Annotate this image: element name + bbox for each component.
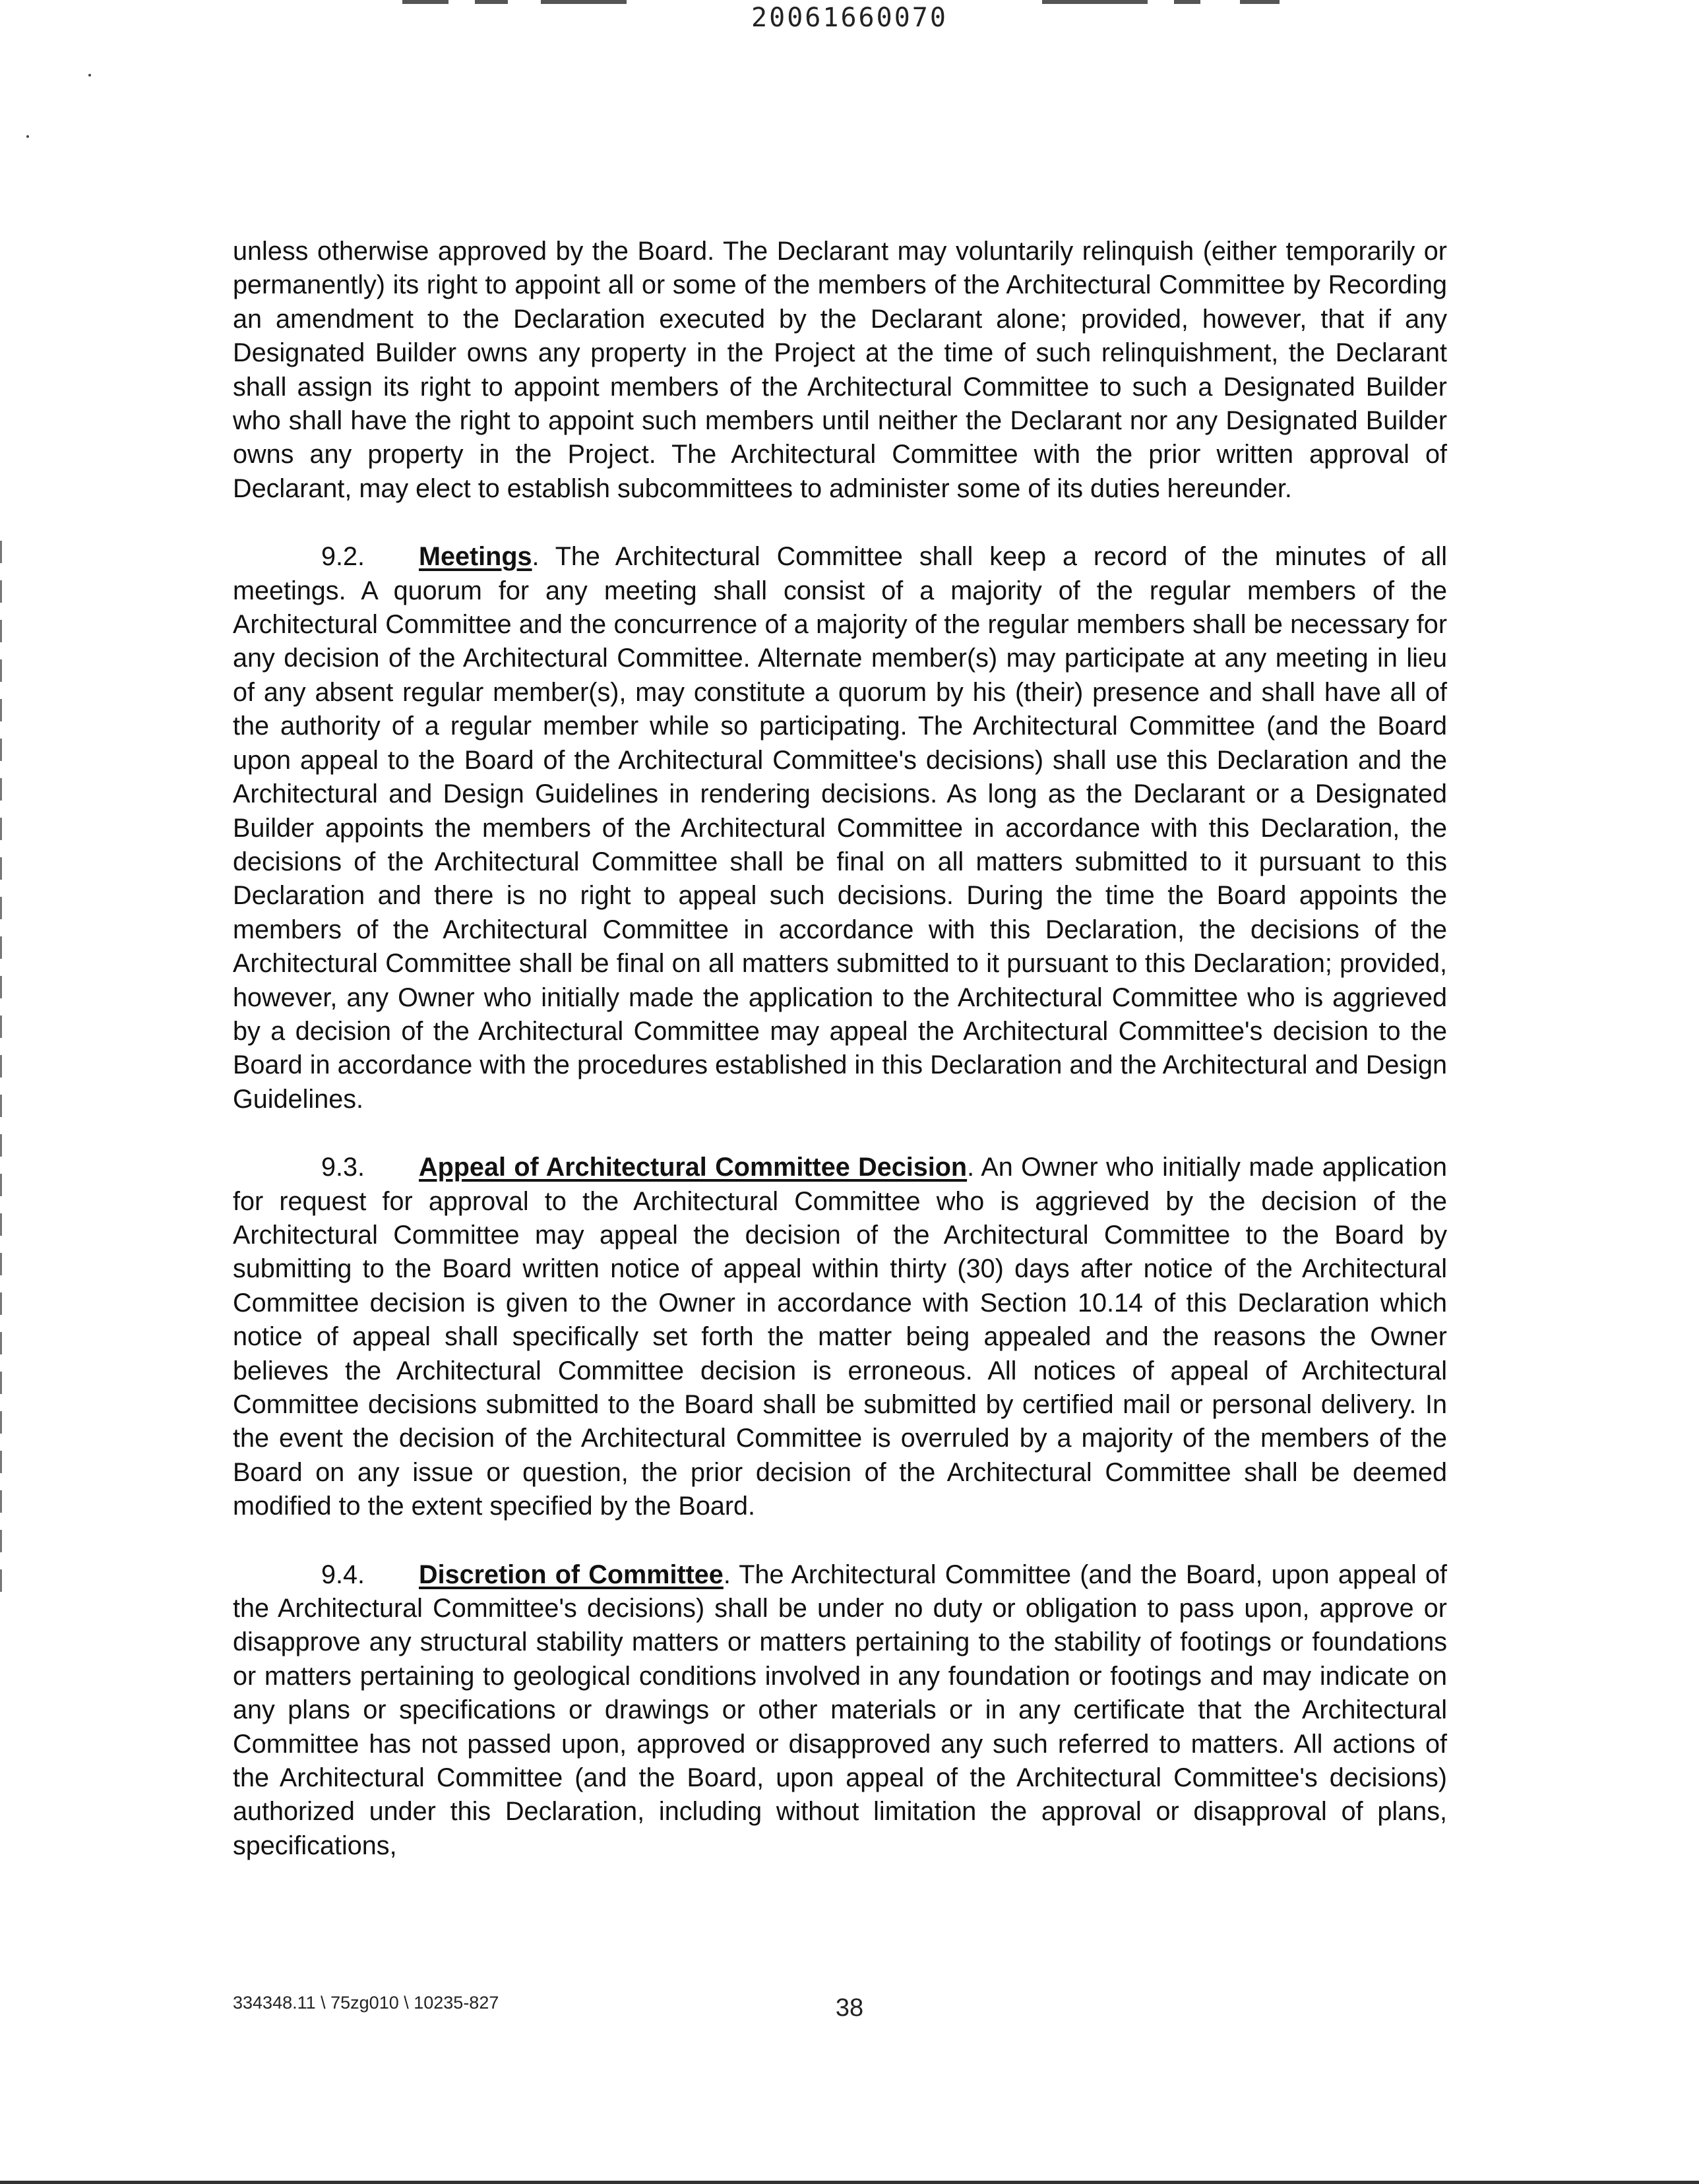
scan-speck: [88, 74, 91, 76]
document-id: 334348.11 \ 75zg010 \ 10235-827: [233, 1993, 499, 2013]
section-number: 9.4.: [321, 1560, 365, 1589]
section-heading: Meetings: [419, 542, 532, 572]
section-paragraph: [233, 1151, 1447, 1523]
document-body: [233, 235, 1447, 1863]
section-text: . The Architectural Committee shall keep a record of the minutes of all meetings. A quorum for any meeting shall consist of a majority of the regular members of the Architectural Committee and the concurrence of a majority of the regular members shall be necessary for any decision of the Architectural Committee. Alternate member(s) may participate at any meeting in lieu of any absent regular member(s), may constitute a quorum by his (their) presence and shall have all of the authority of a regular member while so participating. The Architectural Committee (and the Board upon appeal to the Board of the Architectural Committee's decisions) shall use this Declaration and the Architectural and Design Guidelines in rendering decisions. As long as the Declarant or a Designated Builder appoints the members of the Architectural Committee in accordance with this Declaration, the decisions of the Architectural Committee shall be final on all matters submitted to it pursuant to this Declaration and there is no right to appeal such decisions. During the time the Board appoints the members of the Architectural Committee in accordance with this Declaration, the decisions of the Architectural Committee shall be final on all matters submitted to it pursuant to this Declaration; provided, however, any Owner who initially made the application to the Architectural Committee who is aggrieved by a decision of the Architectural Committee may appeal the Architectural Committee's decision to the Board in accordance with the procedures established in this Declaration and the Architectural and Design Guidelines.: [233, 542, 1447, 1114]
page-number: 38: [835, 1994, 864, 2022]
section-text: . An Owner who initially made application for request for approval to the Architectural Committee who is aggrieved by the decision of the Architectural Committee may appeal the decision of the Architectural Committee to the Board by submitting to the Board written notice of appeal within thirty (30) days after notice of the Architectural Committee decision is given to the Owner in accordance with Section 10.14 of this Declaration which notice of appeal shall specifically set forth the matter being appealed and the reasons the Owner believes the Architectural Committee decision is erroneous. All notices of appeal of Architectural Committee decisions submitted to the Board shall be submitted by certified mail or personal delivery. In the event the decision of the Architectural Committee is overruled by a majority of the members of the Board on any issue or question, the prior decision of the Architectural Committee shall be deemed modified to the extent specified by the Board.: [233, 1153, 1447, 1521]
paragraph-text: unless otherwise approved by the Board. The Declarant may voluntarily relinquish (either temporarily or permanently) its right to appoint all or some of the members of the Architectural Committee by Recording an amendment to the Declaration executed by the Declarant alone; provided, however, that if any Designated Builder owns any property in the Project at the time of such relinquishment, the Declarant shall assign its right to appoint members of the Architectural Committee to such a Designated Builder who shall have the right to appoint such members until neither the Declarant nor any Designated Builder owns any property in the Project. The Architectural Committee with the prior written approval of Declarant, may elect to establish subcommittees to administer some of its duties hereunder.: [233, 237, 1447, 503]
section-paragraph: [233, 1558, 1447, 1864]
section-number: 9.3.: [321, 1153, 365, 1182]
section-text: . The Architectural Committee (and the Board, upon appeal of the Architectural Committee's decisions) shall be under no duty or obligation to pass upon, approve or disapprove any structural stability matters or matters pertaining to the stability of footings or foundations or matters pertaining to geological conditions involved in any foundation or footings and may indicate on any plans or specifications or drawings or other materials or in any certificate that the Architectural Committee has not passed upon, approved or disapproved any such referred to matters. All actions of the Architectural Committee (and the Board, upon appeal of the Architectural Committee's decisions) authorized under this Declaration, including without limitation the approval or disapproval of plans, specifications,: [233, 1560, 1447, 1860]
scan-speck: [26, 135, 29, 138]
continuation-paragraph: [233, 235, 1447, 506]
recording-number: 20061660070: [751, 3, 948, 33]
scan-edge: [0, 2181, 1699, 2184]
section-heading: Discretion of Committee: [419, 1560, 724, 1589]
section-number: 9.2.: [321, 542, 365, 572]
scan-edge: [0, 541, 2, 1596]
section-heading: Appeal of Architectural Committee Decision: [419, 1153, 968, 1182]
section-paragraph: [233, 540, 1447, 1116]
